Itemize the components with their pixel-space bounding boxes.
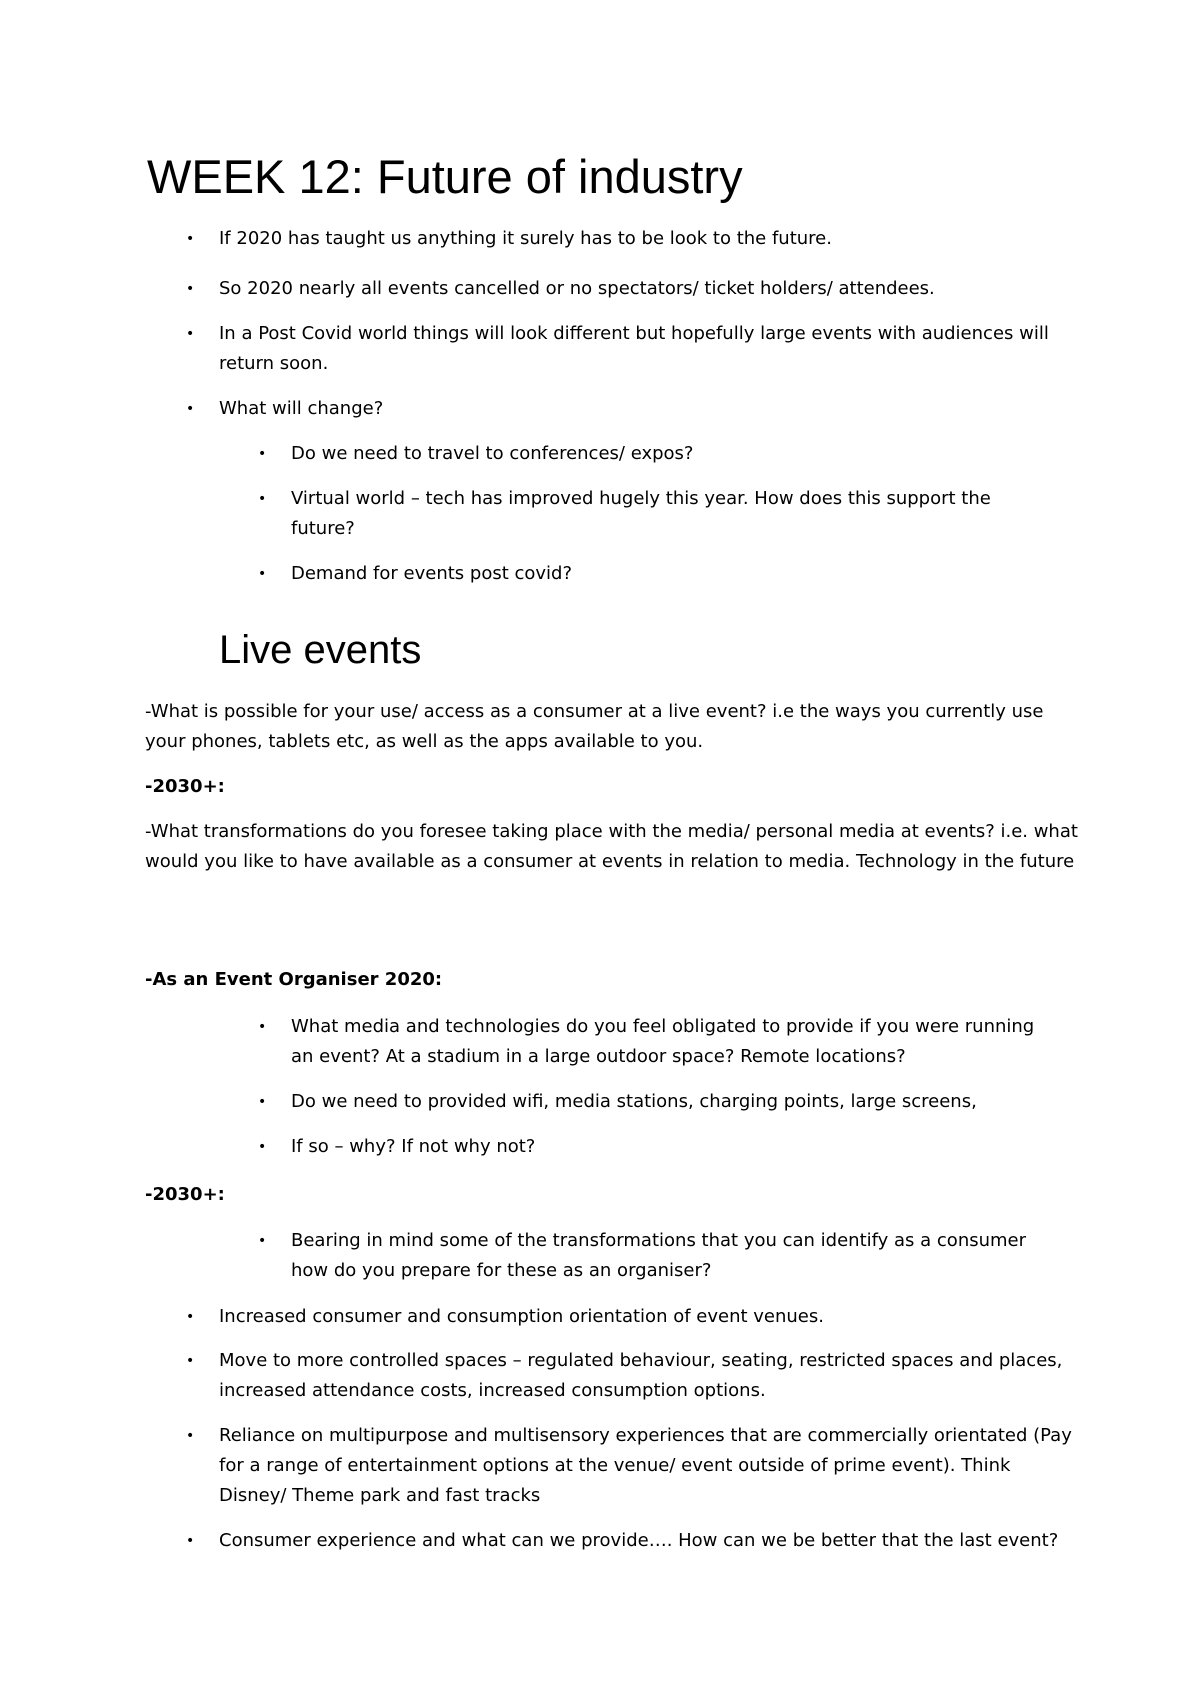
section-heading-live-events: Live events [219, 628, 422, 672]
bullet-icon: • [258, 1233, 267, 1249]
closing-bullet-3: Reliance on multipurpose and multisensory experiences that are commercially orientated (Pay for a range of entertainment options at the venue/ event outside of prime event). Think Disney/ Theme park and fast tracks [219, 1425, 1072, 1506]
label-2030-organiser: -2030+: [145, 1184, 225, 1205]
organiser-2030-bullet-1: Bearing in mind some of the transformations that you can identify as a consumer how do you prepare for these as an organiser? [291, 1230, 1027, 1281]
bullet-icon: • [258, 446, 267, 462]
bullet-icon: • [258, 491, 267, 507]
closing-bullet-2: Move to more controlled spaces – regulated behaviour, seating, restricted spaces and places, increased attendance costs, increased consumption options. [219, 1350, 1063, 1401]
organiser-bullet-3: If so – why? If not why not? [291, 1136, 536, 1157]
bullet-icon: • [258, 1019, 267, 1035]
bullet-icon: • [186, 1533, 195, 1549]
bullet-icon: • [186, 281, 195, 297]
label-2030-consumer: -2030+: [145, 776, 225, 797]
intro-bullet-3: In a Post Covid world things will look different but hopefully large events with audiences will return soon. [219, 323, 1049, 374]
bullet-icon: • [258, 566, 267, 582]
change-sub-bullet-1: Do we need to travel to conferences/ expos? [291, 443, 694, 464]
bullet-icon: • [186, 1428, 195, 1444]
intro-bullet-2: So 2020 nearly all events cancelled or no spectators/ ticket holders/ attendees. [219, 278, 935, 299]
bullet-icon: • [186, 231, 195, 247]
closing-bullet-4: Consumer experience and what can we provide…. How can we be better that the last event? [219, 1530, 1059, 1551]
change-sub-bullet-3: Demand for events post covid? [291, 563, 573, 584]
change-sub-bullet-2: Virtual world – tech has improved hugely this year. How does this support the future? [291, 488, 991, 539]
organiser-label: -As an Event Organiser 2020: [145, 969, 443, 990]
bullet-icon: • [186, 1353, 195, 1369]
organiser-bullet-1: What media and technologies do you feel obligated to provide if you were running an event? At a stadium in a large outdoor space? Remote locations? [291, 1016, 1035, 1067]
page-title: WEEK 12: Future of industry [147, 150, 743, 203]
transform-question: -What transformations do you foresee taking place with the media/ personal media at events? i.e. what would you like to have available as a consumer at events in relation to media. Technology in the future [145, 821, 1078, 872]
bullet-icon: • [186, 326, 195, 342]
intro-bullet-1: If 2020 has taught us anything it surely has to be look to the future. [219, 228, 832, 249]
consumer-question: -What is possible for your use/ access as a consumer at a live event? i.e the ways you currently use your phones, tablets etc, as well as the apps available to you. [145, 701, 1044, 752]
organiser-bullet-2: Do we need to provided wifi, media stations, charging points, large screens, [291, 1091, 977, 1112]
bullet-icon: • [186, 1309, 195, 1325]
closing-bullet-1: Increased consumer and consumption orientation of event venues. [219, 1306, 824, 1327]
intro-bullet-4: What will change? [219, 398, 384, 419]
bullet-icon: • [258, 1094, 267, 1110]
bullet-icon: • [186, 401, 195, 417]
bullet-icon: • [258, 1139, 267, 1155]
